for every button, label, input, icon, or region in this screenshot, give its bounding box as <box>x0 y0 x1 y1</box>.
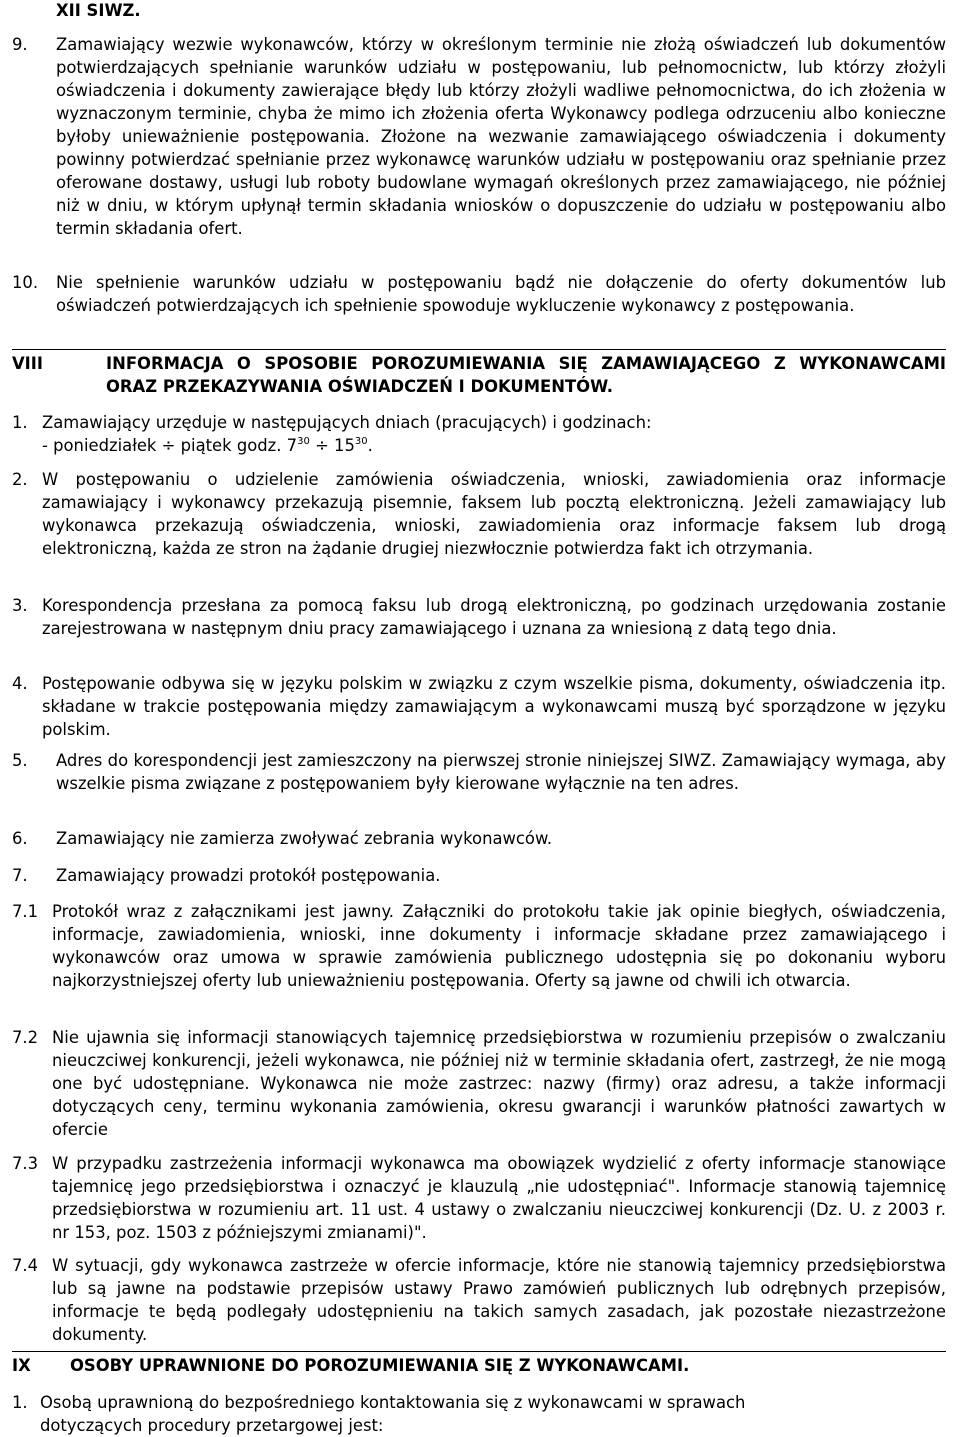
paragraph-item-viii-6 <box>12 827 946 850</box>
item-number: 2. <box>12 470 28 489</box>
paragraph-item-viii-2 <box>12 468 946 560</box>
hours-middle: piątek godz. 7 <box>180 436 298 455</box>
item-number: 1. <box>12 413 28 432</box>
item-text: Zamawiający nie zamierza zwoływać zebrania wykonawców. <box>56 829 553 848</box>
paragraph-item-10 <box>12 271 946 317</box>
item-text: W sytuacji, gdy wykonawca zastrzeże w ofercie informacje, które nie stanowią tajemnicy przedsiębiorstwa lub są jawne na podstawie przepisów ustawy Prawo zamówień publicznych lub odrębnych przepisów, informacje te będą podlegały udostępnieniu na takich samych zasadach, jak pozostałe niezastrzeżone dokumenty. <box>52 1256 946 1344</box>
item-number: 6. <box>12 829 28 848</box>
item-number: 7.4 <box>12 1256 39 1275</box>
section-roman-numeral: VIII <box>12 354 43 373</box>
paragraph-item-9 <box>12 33 946 240</box>
paragraph-item-viii-7-4 <box>12 1254 946 1346</box>
hours-prefix: - poniedziałek <box>42 436 157 455</box>
paragraph-item-viii-7-1 <box>12 900 946 992</box>
item-number: 1. <box>12 1393 28 1412</box>
range-symbol: ÷ <box>315 436 329 455</box>
paragraph-item-viii-7-2 <box>12 1026 946 1141</box>
paragraph-item-viii-5 <box>12 749 946 795</box>
item-text: Zamawiający urzęduje w następujących dniach (pracujących) i godzinach: <box>42 413 652 432</box>
item-number: 7.1 <box>12 902 39 921</box>
paragraph-item-viii-3 <box>12 594 946 640</box>
section-viii-header <box>12 349 946 398</box>
item-text: W przypadku zastrzeżenia informacji wykonawca ma obowiązek wydzielić z oferty informacje stanowiące tajemnicę jego przedsiębiorstwa i oznaczyć je klauzulą „nie udostępniać". Informacje stanowią tajemnicę przedsiębiorstwa w rozumieniu art. 11 ust. 4 ustawy o zwalczaniu nieuczciwej konkurencji (Dz. U. z 2003 r. nr 153, poz. 1503 z późniejszymi zmianami)". <box>52 1154 946 1242</box>
paragraph-item-viii-1 <box>12 411 946 457</box>
section-title: OSOBY UPRAWNIONE DO POROZUMIEWANIA SIĘ Z WYKONAWCAMI. <box>70 1356 690 1375</box>
working-hours-line <box>12 434 946 457</box>
section-ix-header <box>12 1351 946 1377</box>
range-symbol: ÷ <box>161 436 176 455</box>
item-text: Zamawiający prowadzi protokół postępowania. <box>56 866 441 885</box>
end-minutes: 30 <box>354 435 368 447</box>
section-roman-numeral: IX <box>12 1356 31 1375</box>
line-end: . <box>367 436 373 455</box>
section-title: INFORMACJA O SPOSOBIE POROZUMIEWANIA SIĘ ZAMAWIAJĄCEGO Z WYKONAWCAMI ORAZ PRZEKAZYWANIA OŚWIADCZEŃ I DOKUMENTÓW. <box>106 354 946 396</box>
paragraph-item-viii-7 <box>12 864 946 887</box>
item-text: Nie spełnienie warunków udziału w postępowaniu bądź nie dołączenie do oferty dokumentów lub oświadczeń potwierdzających ich spełnienie spowoduje wykluczenie wykonawcy z postępowania. <box>56 273 946 315</box>
item-text: Zamawiający wezwie wykonawców, którzy w określonym terminie nie złożą oświadczeń lub dokumentów potwierdzających spełnianie warunków udziału w postępowaniu, lub pełnomocnictw, lub którzy złożyli oświadczenia i dokumenty zawierające błędy lub którzy złożyli wadliwe pełnomocnictwa, do ich złożenia w wyznaczonym terminie, chyba że mimo ich złożenia oferta Wykonawcy podlega odrzuceniu albo konieczne byłoby unieważnienie postępowania. Złożone na wezwanie zamawiającego oświadczenia i dokumenty powinny potwierdzać spełnianie przez wykonawcę warunków udziału w postępowaniu oraz spełnianie przez oferowane dostawy, usługi lub roboty budowlane wymagań określonych przez zamawiającego, nie później niż w dniu, w którym upłynął termin składania wniosków o dopuszczenie do udziału w postępowaniu albo termin składania ofert. <box>56 35 946 238</box>
paragraph-item-viii-7-3 <box>12 1152 946 1244</box>
item-number: 9. <box>12 35 28 54</box>
item-text: W postępowaniu o udzielenie zamówienia oświadczenia, wnioski, zawiadomienia oraz informacje zamawiający i wykonawcy przekazują pisemnie, faksem lub pocztą elektroniczną. Jeżeli zamawiający lub wykonawca przekazują oświadczenia, wnioski, zawiadomienia oraz informacje faksem lub drogą elektroniczną, każda ze stron na żądanie drugiej niezwłocznie potwierdza fakt ich otrzymania. <box>42 470 946 558</box>
item-number: 10. <box>12 273 39 292</box>
section-label: XII SIWZ. <box>56 1 141 20</box>
item-number: 3. <box>12 596 28 615</box>
item-number: 5. <box>12 751 28 770</box>
item-number: 7. <box>12 866 28 885</box>
item-text: Postępowanie odbywa się w języku polskim w związku z czym wszelkie pisma, dokumenty, oświadczenia itp. składane w trakcie postępowania między zamawiającym a wykonawcami muszą być sporządzone w języku polskim. <box>42 674 946 739</box>
paragraph-item-viii-4 <box>12 672 946 741</box>
item-text: Adres do korespondencji jest zamieszczony na pierwszej stronie niniejszej SIWZ. Zamawiający wymaga, aby wszelkie pisma związane z postępowaniem były kierowane wyłącznie na ten adres. <box>56 751 946 793</box>
item-text: Korespondencja przesłana za pomocą faksu lub drogą elektroniczną, po godzinach urzędowania zostanie zarejestrowana w następnym dniu pracy zamawiającego i uznana za wniesioną z datą tego dnia. <box>42 596 946 638</box>
end-hour: 15 <box>334 436 355 455</box>
item-text: Nie ujawnia się informacji stanowiących tajemnicę przedsiębiorstwa w rozumieniu przepisów o zwalczaniu nieuczciwej konkurencji, jeżeli wykonawca, nie później niż w terminie składania ofert, zastrzegł, że nie mogą one być udostępniane. Wykonawca nie może zastrzec: nazwy (firmy) oraz adresu, a także informacji dotyczących ceny, terminu wykonania zamówienia, okresu gwarancji i warunków płatności zawartych w ofercie <box>52 1028 946 1139</box>
item-text: Protokół wraz z załącznikami jest jawny. Załączniki do protokołu takie jak opinie biegłych, oświadczenia, informacje, zawiadomienia, wnioski, inne dokumenty i informacje składane przez zamawiającego i wykonawców oraz umowa w sprawie zamówienia publicznego udostępnia się po dokonaniu wyboru najkorzystniejszej oferty lub unieważnieniu postępowania. Oferty są jawne od chwili ich otwarcia. <box>52 902 946 990</box>
paragraph-item-ix-1 <box>12 1391 946 1437</box>
item-text: Osobą uprawnioną do bezpośredniego kontaktowania się z wykonawcami w sprawach dotyczących procedury przetargowej jest: <box>40 1393 746 1435</box>
start-minutes: 30 <box>297 435 310 447</box>
item-number: 7.3 <box>12 1154 39 1173</box>
item-number: 7.2 <box>12 1028 39 1047</box>
item-number: 4. <box>12 674 28 693</box>
